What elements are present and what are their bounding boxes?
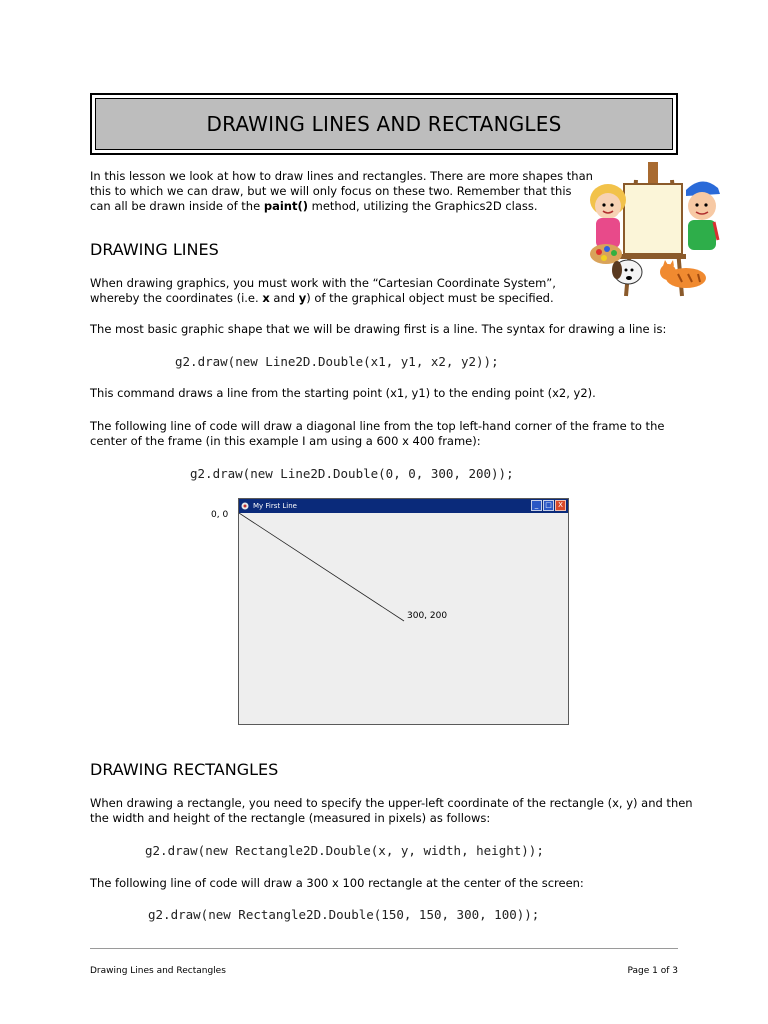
line-command-explanation: This command draws a line from the starting point (x1, y1) to the ending point (x2, y2). bbox=[90, 386, 596, 400]
footer-divider bbox=[90, 948, 678, 949]
page-number: Page 1 of 3 bbox=[627, 966, 678, 976]
maximize-button[interactable]: □ bbox=[543, 500, 554, 511]
footer-title: Drawing Lines and Rectangles bbox=[90, 966, 226, 976]
kids-painting-illustration bbox=[586, 160, 722, 298]
paint-method: paint() bbox=[263, 199, 308, 213]
diagonal-line-1: The following line of code will draw a diagonal line from the top left-hand corner of the frame to the bbox=[90, 419, 665, 433]
intro-line-2: this to which we can draw, but we will only focus on these two. Remember that this bbox=[90, 184, 572, 198]
minimize-button[interactable]: _ bbox=[531, 500, 542, 511]
rectangle-line-2: the width and height of the rectangle (measured in pixels) as follows: bbox=[90, 811, 491, 825]
rectangle-syntax-code: g2.draw(new Rectangle2D.Double(x, y, width, height)); bbox=[145, 843, 544, 858]
demo-window-canvas bbox=[239, 513, 568, 724]
window-controls bbox=[531, 500, 566, 511]
cartesian-line-2 bbox=[90, 291, 556, 306]
java-app-icon bbox=[241, 502, 249, 510]
cartesian-line-1: When drawing graphics, you must work with the “Cartesian Coordinate System”, bbox=[90, 276, 556, 290]
diagonal-line-code: g2.draw(new Line2D.Double(0, 0, 300, 200)); bbox=[190, 466, 514, 481]
diagonal-line bbox=[239, 513, 404, 621]
page-title: DRAWING LINES AND RECTANGLES bbox=[95, 98, 673, 150]
diagonal-line-2: center of the frame (in this example I am using a 600 x 400 frame): bbox=[90, 434, 481, 448]
start-point-label: 0, 0 bbox=[211, 510, 229, 520]
title-box bbox=[90, 93, 678, 155]
cartesian-paragraph bbox=[90, 276, 556, 306]
end-point-label: 300, 200 bbox=[407, 611, 448, 621]
intro-paragraph bbox=[90, 169, 593, 214]
intro-text: can all be drawn inside of the bbox=[90, 199, 264, 213]
cartesian-text: and bbox=[269, 291, 299, 305]
demo-window-title: My First Line bbox=[253, 502, 297, 510]
drawing-lines-heading: DRAWING LINES bbox=[90, 240, 219, 259]
intro-line-3 bbox=[90, 199, 593, 214]
cartesian-text: ) of the graphical object must be specified. bbox=[306, 291, 554, 305]
intro-line-1: In this lesson we look at how to draw lines and rectangles. There are more shapes than bbox=[90, 169, 593, 183]
rectangle-example-code: g2.draw(new Rectangle2D.Double(150, 150, 300, 100)); bbox=[148, 907, 540, 922]
rectangle-paragraph bbox=[90, 796, 693, 826]
cartesian-text: whereby the coordinates (i.e. bbox=[90, 291, 263, 305]
x-variable: x bbox=[262, 291, 270, 305]
rectangle-example-intro: The following line of code will draw a 300 x 100 rectangle at the center of the screen: bbox=[90, 876, 584, 890]
rectangle-line-1: When drawing a rectangle, you need to specify the upper-left coordinate of the rectangle (x, y) and then bbox=[90, 796, 693, 810]
demo-window bbox=[238, 498, 569, 725]
drawing-rectangles-heading: DRAWING RECTANGLES bbox=[90, 760, 279, 779]
diagonal-line-paragraph bbox=[90, 419, 664, 449]
intro-text: method, utilizing the Graphics2D class. bbox=[307, 199, 538, 213]
demo-window-titlebar bbox=[239, 499, 568, 513]
y-variable: y bbox=[298, 291, 307, 305]
line-syntax-intro: The most basic graphic shape that we will be drawing first is a line. The syntax for drawing a line is: bbox=[90, 322, 667, 336]
close-button[interactable]: X bbox=[555, 500, 566, 511]
line-syntax-code: g2.draw(new Line2D.Double(x1, y1, x2, y2)); bbox=[175, 354, 499, 369]
